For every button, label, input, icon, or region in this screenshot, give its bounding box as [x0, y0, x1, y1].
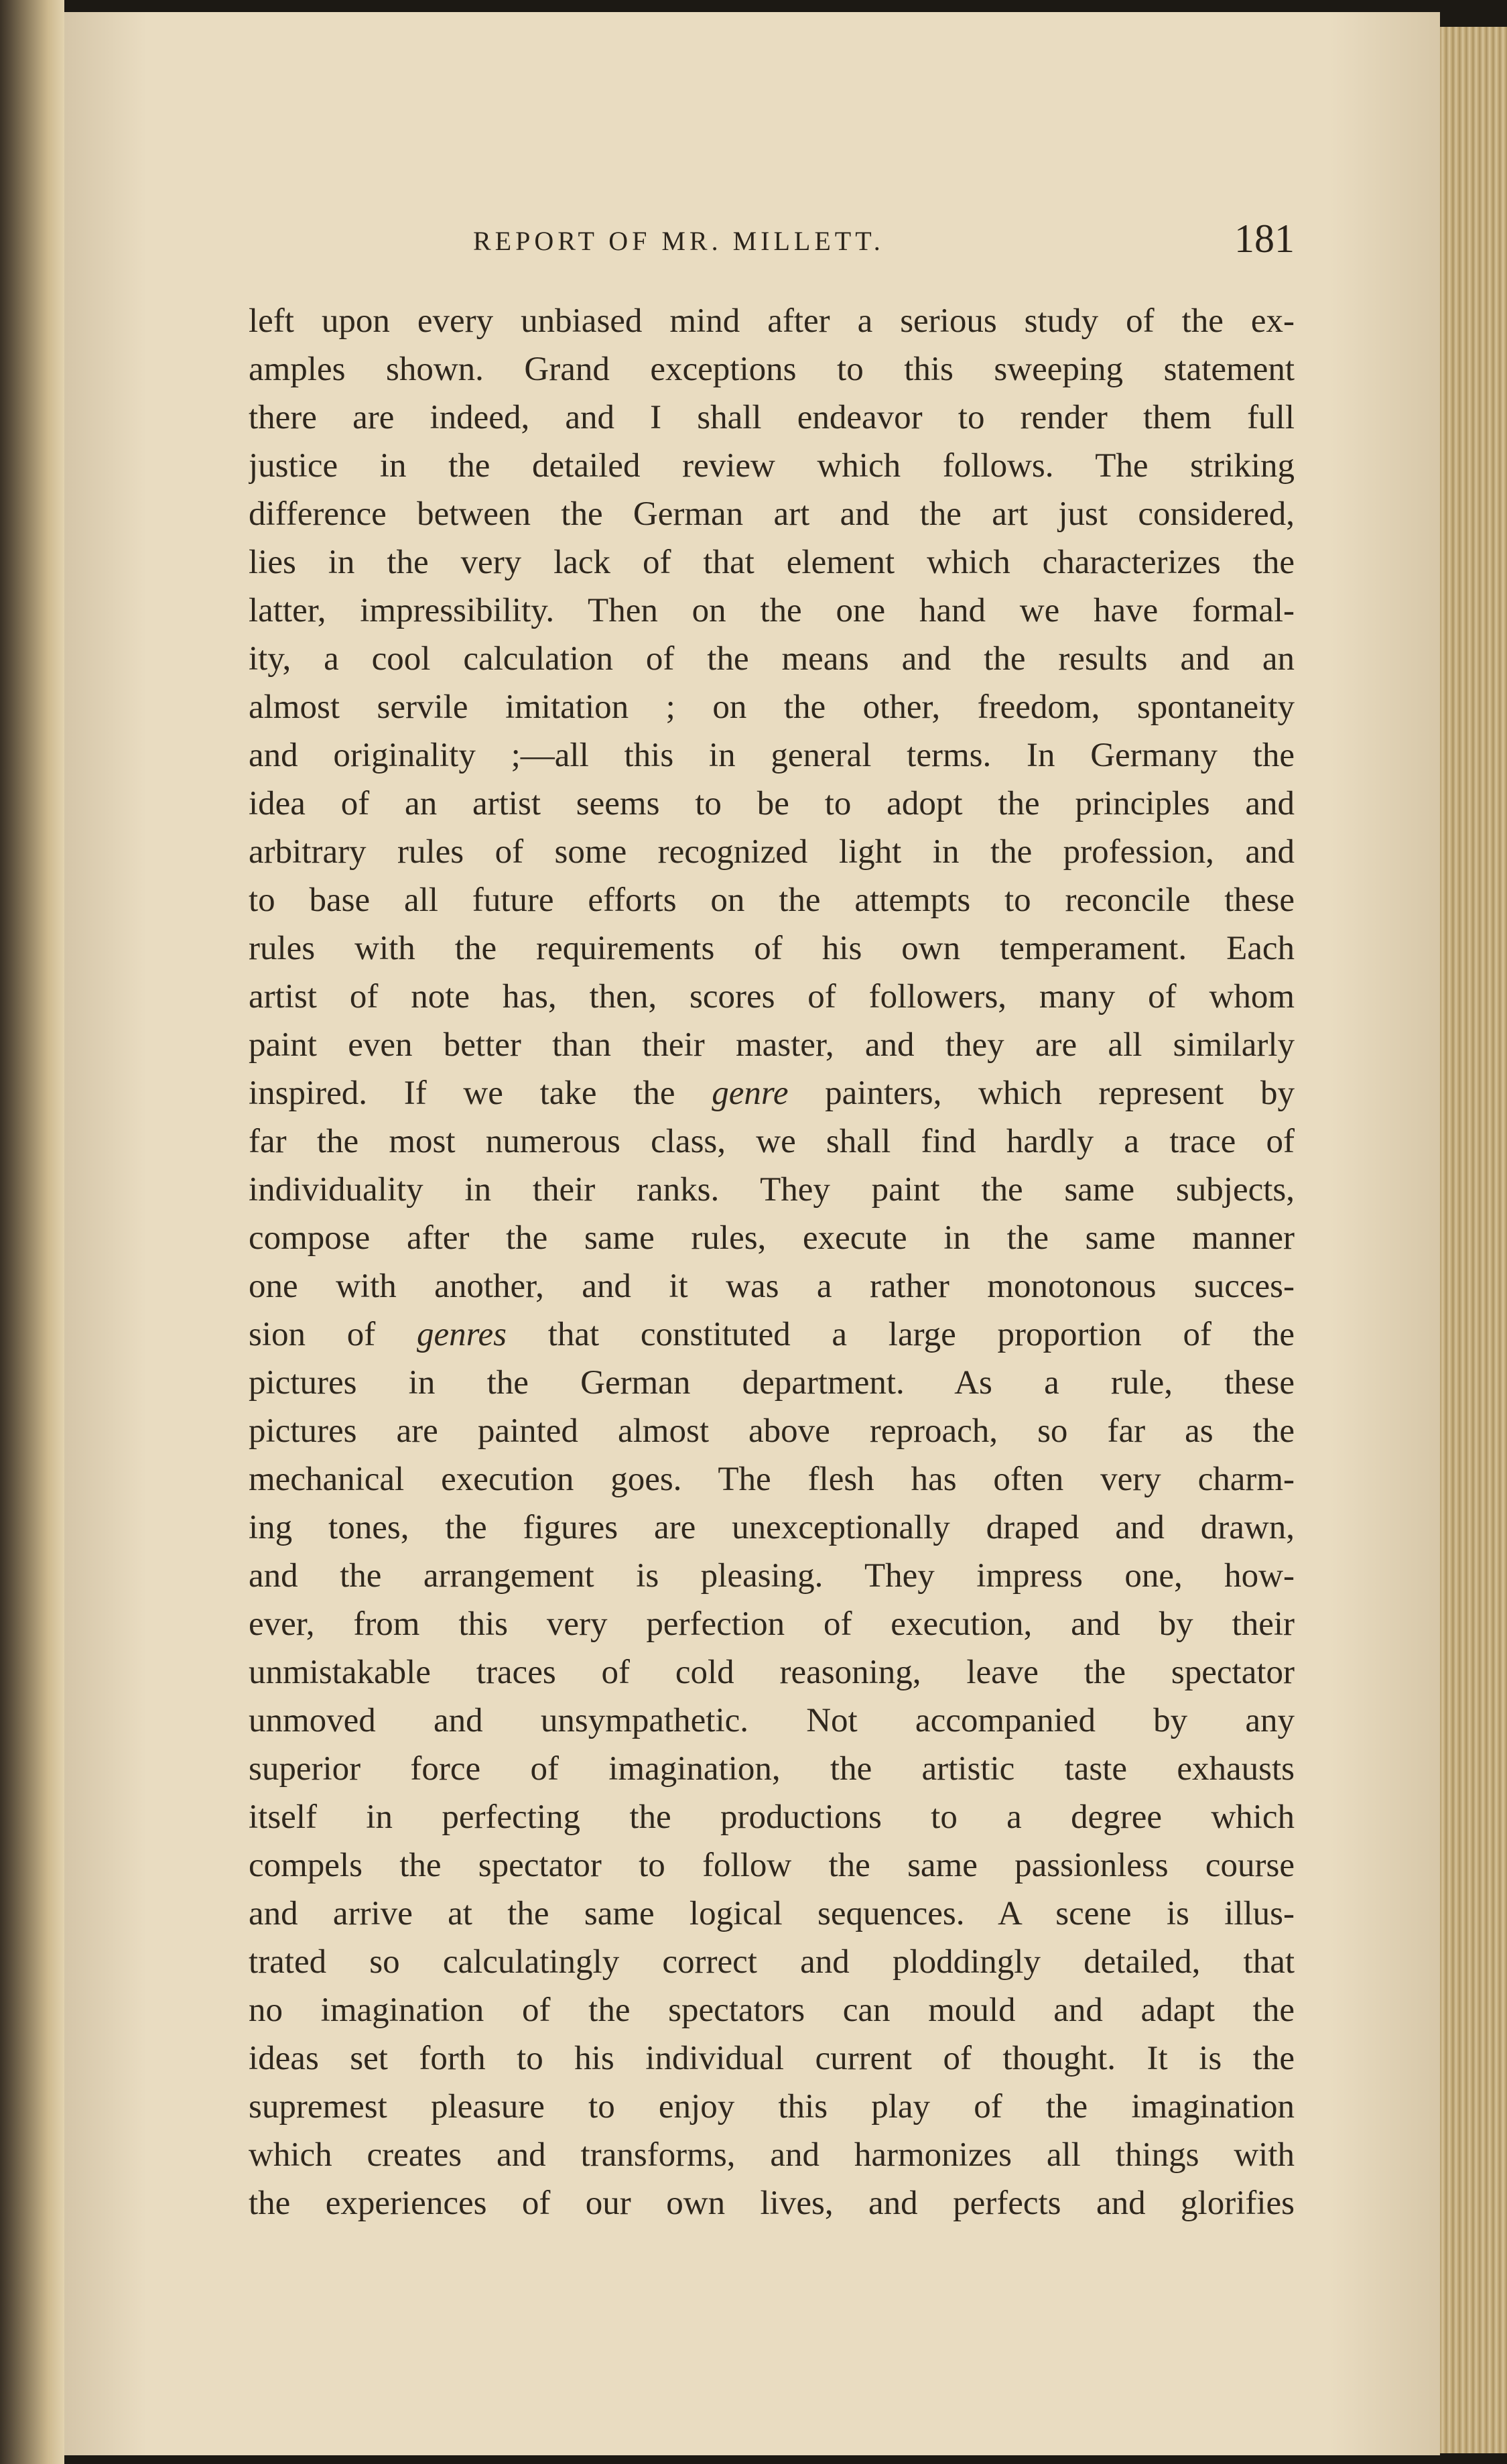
text-segment: rules with the requirements of his own temperament. Each [249, 930, 1295, 967]
text-line [249, 924, 1295, 973]
page-header [64, 213, 1295, 267]
text-segment: mechanical execution goes. The flesh has often very charm- [249, 1461, 1295, 1498]
text-segment: and the arrangement is pleasing. They impress one, how- [249, 1557, 1295, 1595]
text-segment: ever, from this very perfection of execution, and by their [249, 1605, 1295, 1643]
text-segment: latter, impressibility. Then on the one hand we have formal- [249, 592, 1295, 629]
text-line [249, 345, 1295, 393]
text-segment: one with another, and it was a rather monotonous succes- [249, 1268, 1295, 1305]
text-segment: unmistakable traces of cold reasoning, leave the spectator [249, 1654, 1295, 1691]
text-line [249, 1069, 1295, 1117]
text-segment: compels the spectator to follow the same passionless course [249, 1847, 1295, 1884]
text-line [249, 538, 1295, 587]
text-line [249, 731, 1295, 780]
text-segment: to base all future efforts on the attempts to reconcile these [249, 881, 1295, 919]
text-segment: painters, which represent by [788, 1074, 1295, 1112]
text-segment: ity, a cool calculation of the means and the results and an [249, 640, 1295, 678]
text-segment: justice in the detailed review which follows. The striking [249, 447, 1295, 485]
text-line [249, 1552, 1295, 1600]
text-segment: there are indeed, and I shall endeavor to render them full [249, 399, 1295, 436]
text-segment: idea of an artist seems to be to adopt the principles and [249, 785, 1295, 822]
page-number: 181 [1234, 217, 1295, 261]
text-line [249, 297, 1295, 345]
text-line [249, 1503, 1295, 1552]
text-segment: trated so calculatingly correct and ploddingly detailed, that [249, 1943, 1295, 1981]
text-line [249, 1359, 1295, 1407]
text-segment: unmoved and unsympathetic. Not accompanied by any [249, 1702, 1295, 1739]
text-segment: lies in the very lack of that element which characterizes the [249, 544, 1295, 581]
text-segment: no imagination of the spectators can mould and adapt the [249, 1991, 1295, 2029]
text-line [249, 1262, 1295, 1310]
text-segment: individuality in their ranks. They paint the same subjects, [249, 1171, 1295, 1209]
text-segment: the experiences of our own lives, and perfects and glorifies [249, 2184, 1295, 2222]
text-line [249, 1021, 1295, 1069]
text-segment: left upon every unbiased mind after a serious study of the ex- [249, 302, 1295, 340]
text-segment: artist of note has, then, scores of followers, many of whom [249, 978, 1295, 1015]
text-line [249, 393, 1295, 442]
text-segment: and arrive at the same logical sequences. A scene is illus- [249, 1895, 1295, 1932]
book-page [64, 12, 1440, 2455]
text-line [249, 1600, 1295, 1648]
text-segment: ideas set forth to his individual current of thought. It is the [249, 2040, 1295, 2077]
text-segment: sion of [249, 1316, 417, 1353]
text-segment: difference between the German art and the art just considered, [249, 495, 1295, 533]
text-line [249, 2179, 1295, 2227]
text-line [249, 2083, 1295, 2131]
text-segment: inspired. If we take the [249, 1074, 712, 1112]
text-segment: ing tones, the figures are unexceptionally draped and drawn, [249, 1509, 1295, 1546]
text-line [249, 635, 1295, 683]
text-line [249, 1938, 1295, 1986]
text-line [249, 2034, 1295, 2083]
text-line [249, 1455, 1295, 1503]
text-line [249, 1697, 1295, 1745]
text-line [249, 1310, 1295, 1359]
text-segment: which creates and transforms, and harmonizes all things with [249, 2136, 1295, 2174]
body-text [249, 297, 1295, 2227]
text-line [249, 442, 1295, 490]
text-segment: that constituted a large proportion of the [507, 1316, 1295, 1353]
italic-term: genres [416, 1316, 507, 1353]
text-line [249, 1745, 1295, 1793]
text-line [249, 1986, 1295, 2034]
text-line [249, 2131, 1295, 2179]
running-head: REPORT OF MR. MILLETT. [473, 226, 884, 256]
page-stack-edge [1440, 27, 1507, 2453]
text-line [249, 1407, 1295, 1455]
book-spine-edge [0, 0, 64, 2464]
text-line [249, 1841, 1295, 1890]
text-segment: pictures in the German department. As a rule, these [249, 1364, 1295, 1402]
text-segment: arbitrary rules of some recognized light in the profession, and [249, 833, 1295, 871]
text-segment: supremest pleasure to enjoy this play of the imagination [249, 2088, 1295, 2126]
text-line [249, 876, 1295, 924]
text-line [249, 1648, 1295, 1697]
text-line [249, 780, 1295, 828]
text-segment: amples shown. Grand exceptions to this sweeping statement [249, 351, 1295, 388]
text-line [249, 490, 1295, 538]
text-segment: superior force of imagination, the artistic taste exhausts [249, 1750, 1295, 1788]
text-segment: far the most numerous class, we shall find hardly a trace of [249, 1123, 1295, 1160]
text-segment: compose after the same rules, execute in the same manner [249, 1219, 1295, 1257]
text-line [249, 587, 1295, 635]
text-line [249, 683, 1295, 731]
text-segment: and originality ;—all this in general terms. In Germany the [249, 737, 1295, 774]
text-line [249, 1166, 1295, 1214]
italic-term: genre [712, 1074, 789, 1112]
text-line [249, 1890, 1295, 1938]
text-line [249, 828, 1295, 876]
text-line [249, 1117, 1295, 1166]
text-line [249, 1214, 1295, 1262]
text-line [249, 973, 1295, 1021]
text-segment: pictures are painted almost above reproach, so far as the [249, 1412, 1295, 1450]
text-line [249, 1793, 1295, 1841]
text-segment: paint even better than their master, and they are all similarly [249, 1026, 1295, 1064]
text-segment: itself in perfecting the productions to a degree which [249, 1798, 1295, 1836]
text-segment: almost servile imitation ; on the other, freedom, spontaneity [249, 688, 1295, 726]
